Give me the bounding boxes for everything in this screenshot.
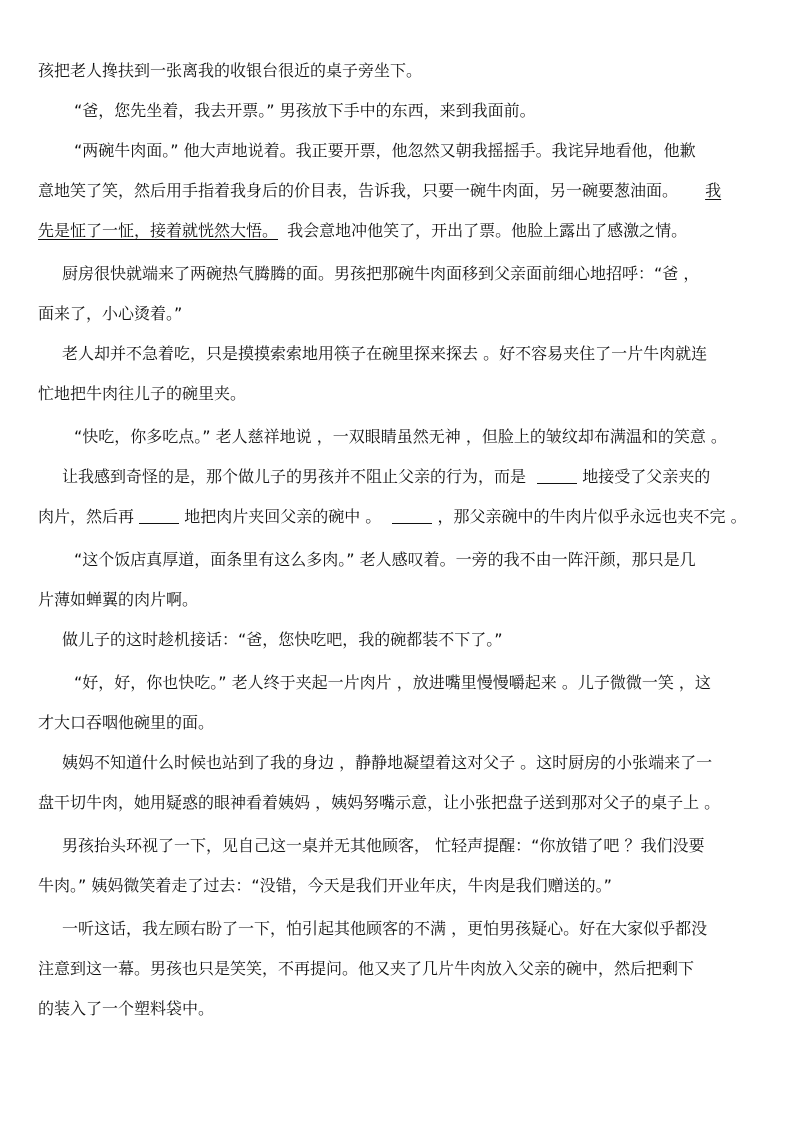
fill-blank[interactable] bbox=[537, 467, 577, 484]
text-line: “这个饭店真厚道，面条里有这么多肉。” 老人感叹着。一旁的我不由一阵汗颜，那只是几 bbox=[74, 550, 696, 569]
text-line: 一听这话，我左顾右盼了一下，怕引起其他顾客的不满 ，更怕男孩疑心。好在大家似乎都没 bbox=[62, 919, 708, 938]
text-line: 老人却并不急着吃，只是摸摸索索地用筷子在碗里探来探去 。好不容易夹住了一片牛肉就连 bbox=[62, 344, 708, 363]
text-line: 姨妈不知道什么时候也站到了我的身边 ，静静地凝望着这对父子 。这时厨房的小张端来了一 bbox=[62, 753, 713, 772]
text-line: “好，好，你也快吃。” 老人终于夹起一片肉片 ，放进嘴里慢慢嚼起来 。儿子微微一笑 ，这 bbox=[74, 673, 711, 692]
fill-blank[interactable] bbox=[392, 507, 432, 524]
text-line: 盘干切牛肉，她用疑惑的眼神看着姨妈 ，姨妈努嘴示意，让小张把盘子送到那对父子的桌子上 。 bbox=[38, 793, 721, 812]
text-segment: 肉片，然后再 bbox=[38, 507, 135, 526]
text-line bbox=[38, 220, 687, 242]
fill-blank[interactable] bbox=[139, 507, 179, 524]
text-line bbox=[38, 180, 721, 202]
text-segment: ，那父亲碗中的牛肉片似乎永远也夹不完 。 bbox=[437, 507, 747, 526]
text-line: 忙地把牛肉往儿子的碗里夹。 bbox=[38, 384, 247, 403]
text-line: 面来了，小心烫着。” bbox=[38, 304, 183, 323]
text-segment: 地把肉片夹回父亲的碗中 。 bbox=[184, 507, 382, 526]
text-line: 做儿子的这时趁机接话：“爸，您快吃吧，我的碗都装不下了。” bbox=[62, 630, 503, 649]
text-line: 孩把老人搀扶到一张离我的收银台很近的桌子旁坐下。 bbox=[38, 61, 423, 80]
text-line: 的装入了一个塑料袋中。 bbox=[38, 999, 215, 1018]
text-line: “快吃，你多吃点。” 老人慈祥地说 ，一双眼睛虽然无神 ，但脸上的皱纹却布满温和的笑意 。 bbox=[74, 427, 727, 446]
text-line: 厨房很快就端来了两碗热气腾腾的面。男孩把那碗牛肉面移到父亲面前细心地招呼：“爸 ， bbox=[62, 264, 700, 283]
underlined-text: 我 bbox=[705, 181, 722, 200]
text-line: 牛肉。” 姨妈微笑着走了过去：“没错，今天是我们开业年庆，牛肉是我们赠送的。” bbox=[38, 876, 612, 895]
text-line: 才大口吞咽他碗里的面。 bbox=[38, 713, 215, 732]
text-line: “两碗牛肉面。” 他大声地说着。我正要开票，他忽然又朝我摇摇手。我诧异地看他，他歉 bbox=[74, 141, 696, 160]
text-line: 片薄如蝉翼的肉片啊。 bbox=[38, 590, 199, 609]
text-line: 男孩抬头环视了一下，见自己这一桌并无其他顾客， 忙轻声提醒：“你放错了吧 ？我们没要 bbox=[62, 836, 705, 855]
text-segment: 地接受了父亲夹的 bbox=[582, 467, 711, 486]
text-segment: 让我感到奇怪的是，那个做儿子的男孩并不阻止父亲的行为，而是 bbox=[62, 467, 527, 486]
text-segment: 我会意地冲他笑了，开出了票。他脸上露出了感激之情。 bbox=[287, 221, 688, 240]
text-line bbox=[38, 506, 747, 528]
text-line: “爸，您先坐着，我去开票。” 男孩放下手中的东西，来到我面前。 bbox=[74, 101, 536, 120]
text-segment: 意地笑了笑，然后用手指着我身后的价目表，告诉我，只要一碗牛肉面，另一碗要葱油面。 bbox=[38, 181, 679, 200]
text-line: 注意到这一幕。男孩也只是笑笑，不再提问。他又夹了几片牛肉放入父亲的碗中，然后把剩下 bbox=[38, 959, 695, 978]
text-line bbox=[62, 466, 710, 488]
underlined-text: 先是怔了一怔，接着就恍然大悟。 bbox=[38, 221, 279, 240]
